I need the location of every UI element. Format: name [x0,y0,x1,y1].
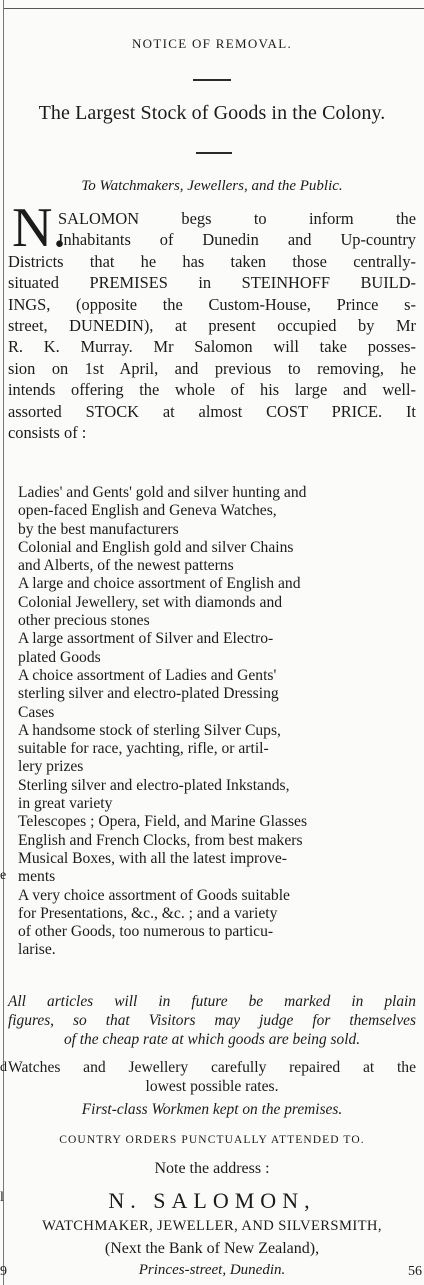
address-location: (Next the Bank of New Zealand), [104,1240,320,1257]
address-street: Princes-street, Dunedin. [138,1262,286,1278]
top-rule [3,8,424,9]
intro-line: consists of : [8,423,87,443]
intro-line: street, DUNEDIN), at present occupied by Mr [8,316,416,336]
stock-item-line: A large and choice assortment of English and [18,575,301,593]
stock-item-line: other precious stones [18,612,150,630]
stock-item-line: larise. [18,941,56,959]
intro-line: INGS, (opposite the Custom-House, Prince s- [8,294,416,314]
stock-item-line: Sterling silver and electro-plated Inkstands, [18,776,290,794]
stock-item-line: Cases [18,703,55,721]
stock-item [8,722,416,777]
marked-notice-line: figures, so that Visitors may judge for themselves [8,1012,416,1029]
intro-line: R. K. Murray. Mr Salomon will take posses- [8,337,416,357]
stock-item-line: and Alberts, of the newest patterns [18,557,234,575]
margin-fragment: l [0,1190,4,1205]
stock-item [8,777,416,814]
marked-notice-line: All articles will in future be marked in plain [8,993,416,1010]
stock-item-line: of other Goods, too numerous to particu- [18,923,274,941]
proprietor-name: N. SALOMON, [108,1188,316,1213]
margin-fragment: 9 [0,1264,7,1279]
headline: The Largest Stock of Goods in the Colony. [38,102,386,124]
stock-item-line: by the best manufacturers [18,520,179,538]
stock-item-line: ments [18,868,56,886]
marked-notice-line: of the cheap rate at which goods are being sold. [63,1031,361,1048]
stock-item-line: A very choice assortment of Goods suitable [18,886,290,904]
repairs-line: Watches and Jewellery carefully repaired at the [8,1059,416,1076]
repairs-notice [8,1058,416,1096]
stock-item-line: English and French Clocks, from best makers [18,831,303,849]
margin-fragment: 56 [408,1264,422,1279]
stock-item-line: suitable for race, yachting, rifle, or artil- [18,740,269,758]
marked-prices-notice [8,992,416,1049]
stock-item-line: in great variety [18,795,113,813]
stock-item [8,667,416,722]
intro-line: Districts that he has taken those centrally- [8,251,416,271]
stock-item [8,832,416,850]
stock-item-line: Colonial Jewellery, set with diamonds and [18,593,283,611]
repairs-line: lowest possible rates. [145,1078,279,1095]
intro-paragraph [8,208,416,443]
intro-line: Inhabitants of Dunedin and Up-country [58,230,416,250]
margin-fragment: d [0,1060,7,1075]
stock-item-line: lery prizes [18,758,84,776]
stock-item-line: Ladies' and Gents' gold and silver hunting and [18,484,307,501]
stock-list [8,484,416,960]
stock-item-line: A large assortment of Silver and Electro- [18,630,274,648]
intro-line: sion on 1st April, and previous to removing, he [8,358,416,378]
divider-dash [193,79,231,81]
drop-cap: N. [12,197,67,259]
intro-line: situated PREMISES in STEINHOFF BUILD- [8,273,416,293]
stock-item-line: Telescopes ; Opera, Field, and Marine Glasses [18,813,308,831]
stock-item-line: for Presentations, &c., &c. ; and a variety [18,904,278,922]
stock-item-line: A handsome stock of sterling Silver Cups, [18,721,281,739]
stock-item [8,887,416,960]
stock-item-line: plated Goods [18,648,101,666]
stock-item [8,575,416,630]
addressee-line: To Watchmakers, Jewellers, and the Public. [81,178,343,194]
stock-item [8,813,416,831]
column-rule [3,0,4,1285]
intro-line: assorted STOCK at almost COST PRICE. It [8,401,416,421]
workmen-notice: First-class Workmen kept on the premises. [81,1101,343,1118]
stock-item [8,850,416,887]
margin-fragment: e [0,868,7,883]
stock-item-line: open-faced English and Geneva Watches, [18,502,277,520]
divider-dash [196,152,232,154]
stock-item-line: Colonial and English gold and silver Chains [18,538,294,556]
stock-item [8,539,416,576]
intro-line: SALOMON begs to inform the [58,209,416,228]
proprietor-trade: WATCHMAKER, JEWELLER, AND SILVERSMITH, [42,1218,382,1234]
stock-item [8,484,416,539]
stock-item-line: sterling silver and electro-plated Dressing [18,685,279,703]
stock-item-line: Musical Boxes, with all the latest improve- [18,849,287,867]
stock-item-line: A choice assortment of Ladies and Gents' [18,666,277,684]
intro-line: intends offering the whole of his large and well- [8,380,416,400]
stock-item [8,630,416,667]
country-orders-notice: COUNTRY ORDERS PUNCTUALLY ATTENDED TO. [59,1134,365,1146]
address-note: Note the address : [154,1160,270,1177]
notice-title: NOTICE OF REMOVAL. [131,36,293,51]
